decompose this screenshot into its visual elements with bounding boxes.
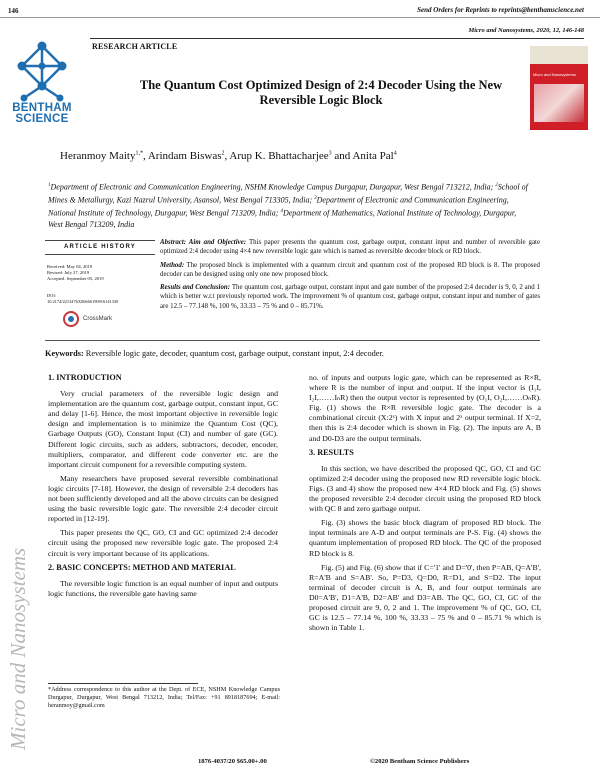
abstract-results-label: Results and Conclusion: — [160, 284, 231, 292]
abstract-method-text: The proposed block is implemented with a quantum circuit and quantum cost of the proposed RD block is 8. The proposed decoder can be designed using only one new proposed block. — [160, 261, 540, 278]
ah-rule-top — [45, 240, 155, 241]
sidebar-journal-name: Micro and Nanosystems — [6, 547, 30, 750]
publisher-logo-text — [6, 103, 78, 125]
abstract-results — [160, 283, 540, 311]
author-list: Heranmoy Maity$^{1,*}$, Arindam Biswas$^2$, Arup K. Bhattacharjee$^3$ and Anita Pal$^4$ — [60, 150, 397, 162]
author-sup: 1,* — [135, 150, 143, 157]
received-date: Received: May 04, 2019 — [47, 264, 93, 269]
article-type: RESEARCH ARTICLE — [92, 42, 178, 51]
paragraph: Many researchers have proposed several reversible combinational logic circuits [7-18]. However, the design of reversible 2:4 decoders has not been sufficiently developed and all the above circuits can be designed using the basic reversible logic gate. The reversible 2:4 decoder circuit reported in [12-19]. — [48, 473, 278, 524]
affil-sup: 3 — [314, 195, 317, 201]
paragraph: Fig. (5) and Fig. (6) show that if C='1' and D='0', then P=AB, Q=A'B', R=A'B and S=AB'. So, P=D3, Q=D0, R=D1, and S=D2. The input terminal of decoder circuit is A, B, and four output terminals are D0=A'B', D1=A'B, D2=AB' and D3=AB. The QC, GO, CI, GC of the proposed circuit are 9, 0, 2 and 1. The improvement % of QC, GO, CI, GC is 12.5 – 77.14 %, 100 %, 33.33 – 75 % and 0 – 85.71 % which is shown in Table 1. — [309, 562, 541, 633]
journal-cover[interactable] — [530, 46, 588, 130]
author-name: Anita Pal — [352, 150, 394, 162]
doi-label: DOI: — [47, 293, 57, 298]
author-name: Heranmoy Maity — [60, 150, 136, 162]
affil-sup: 4 — [280, 208, 283, 214]
section-heading: 2. BASIC CONCEPTS: METHOD AND MATERIAL — [48, 562, 236, 572]
author-sup: 3 — [328, 150, 332, 157]
affiliation: Department of Electronic and Communication Engineering, National Institute of Technology, Durgapur, West Bengal 713209, India; — [48, 195, 509, 218]
footnote-rule — [48, 683, 198, 684]
issn-line: 1876-4037/20 $65.00+.00 — [198, 758, 267, 765]
header-rule-2 — [90, 38, 584, 39]
cover-title: Micro and Nanosystems — [533, 72, 576, 77]
abstract — [160, 238, 540, 315]
cover-image — [534, 84, 584, 122]
section-heading: 1. INTRODUCTION — [48, 373, 122, 382]
paragraph: Very crucial parameters of the reversible logic design and implementation are the quantum cost, garbage output, constant input, GC and delay [1-6]. Hence, the most important objective in reversible logic design and implementation is to minimize the Quantum Cost (QC), Garbage Outputs (GO), Constant Input (CI) and number of gate (GC). Different logic circuits, such as adders, subtractors, decoder, encoder, multipliers, comparator, and different code converter etc. are the important circuit component for a reversible computing system. — [48, 389, 278, 469]
doi-link[interactable]: 10.2174/2213476X06666190916141330 — [47, 299, 119, 304]
crossmark-dot — [68, 316, 74, 322]
affiliation: School of Mines & Metallurgy, Kazi Nazrul University, Asansol, West Bengal 713305, India; — [48, 182, 528, 205]
author-sup: 2 — [221, 150, 225, 157]
author-name: Arup K. Bhattacharjee — [229, 150, 329, 162]
affiliations — [48, 180, 528, 230]
section-heading: 3. RESULTS — [309, 447, 354, 457]
cover-top-band — [530, 46, 588, 64]
reprints-notice[interactable]: Send Orders for Reprints to reprints@benthamscience.net — [417, 6, 584, 14]
keywords — [45, 349, 540, 358]
paragraph: Fig. (3) shows the basic block diagram of proposed RD block. The input terminals are A-D and output terminals are P-S. Fig. (4) shows the quantum implementation of proposed RD block. The QC of the proposed RD block is 8. — [309, 518, 541, 558]
affil-sup: 1 — [48, 183, 51, 188]
accepted-date: Accepted: September 05, 2019 — [47, 276, 104, 281]
abstract-method — [160, 261, 540, 280]
page-number: 146 — [8, 7, 19, 15]
abstract-results-text: The quantum cost, garbage output, constant input and gate number of the proposed 2:4 decoder is 9, 0, 2 and 1 which is better w.r.t previously reported work. The improvement % of quantum cost, garbage output, constant input and number of gates are 12.5 – 77.148 %, 100 %, 33.33 – 75 % and 0 – 85.71%. — [160, 284, 540, 310]
abstract-objective — [160, 238, 540, 257]
keywords-text: Reversible logic gate, decoder, quantum cost, garbage output, constant input, 2:4 decoder. — [85, 349, 384, 358]
paragraph: In this section, we have described the proposed QC, GO, CI and GC optimized 2:4 decoder using the proposed new RD reversible logic block. Figs. (3 and 4) show the proposed new 4×4 RD block and Fig. (5) shows the proposed reversible 2:4 decoder circuit using the proposed RD block with QC 8 and zero garbage output. — [309, 463, 541, 514]
journal-sidebar — [6, 450, 36, 750]
author-sup: 4 — [393, 150, 397, 157]
paragraph: The reversible logic function is an equal number of input and outputs logic functions, the reversible gate having same — [48, 578, 278, 598]
logo-line-1: BENTHAM — [12, 102, 72, 114]
journal-citation: Micro and Nanosystems, 2020, 12, 146-148 — [468, 27, 584, 34]
affiliation: Department of Electronic and Communication Engineering, NSHM Knowledge Campus Durgapur, Durgapur, West Bengal 713212, India; — [50, 182, 496, 192]
copyright-line: ©2020 Bentham Science Publishers — [370, 758, 470, 765]
article-history-box — [45, 240, 155, 335]
abstract-method-label: Method: — [160, 261, 185, 269]
header-rule — [0, 17, 600, 18]
bentham-logo-icon — [10, 40, 74, 104]
right-column — [309, 373, 541, 637]
affiliation: Department of Mathematics, National Institute of Technology, Durgapur, West Bengal 713209, India — [48, 208, 517, 229]
ah-rule-mid — [45, 254, 155, 255]
crossmark-icon[interactable] — [63, 311, 79, 327]
paragraph: This paper presents the QC, GO, CI and GC optimized 2:4 decoder circuit using the proposed new reversible logic gate. The proposed 2:4 circuit is very important because of its applications. — [48, 528, 278, 558]
abstract-objective-text: This paper presents the quantum cost, garbage output, constant input and number of reversible gate optimized 2:4 decoder using 4×4 new reversible logic gate which is named as reversible decoder block or RD block. — [160, 239, 541, 256]
keywords-label: Keywords: — [45, 349, 84, 358]
correspondence-footnote: *Address correspondence to this author at the Dept. of ECE, NSHM Knowledge Campus Durgapur, Durgapur, West Bengal 713212, India; Tel/Fax: +91 8918187694; E-mail: heranmoy@gmail.com — [48, 686, 280, 709]
affil-sup: 2 — [495, 183, 498, 188]
logo-line-2: SCIENCE — [15, 113, 69, 125]
crossmark-label[interactable]: CrossMark — [83, 316, 113, 322]
revised-date: Revised: July 27, 2019 — [47, 270, 90, 275]
left-column — [48, 369, 278, 603]
article-title: The Quantum Cost Optimized Design of 2:4 Decoder Using the New Reversible Logic Block — [139, 78, 503, 107]
abstract-rule — [45, 340, 540, 341]
abstract-objective-label: Abstract: Aim and Objective: — [160, 239, 247, 246]
author-name: Arindam Biswas — [147, 150, 222, 162]
paragraph: no. of inputs and outputs logic gate, which can be represented as R×R, where R is the number of input and output. If the input vector is (I₁I, I₂I,……IₙR) then the output vector is represented by (O₁I, O₂I,……OₙR). Fig. (1) shows the R×R reversible logic gate. The decoder is a combinational circuit (X:2ˣ) with X input and 2ˣ output terminal. If X=2, then this is 2:4 decoder which is shown in Fig. (2). The inputs are A, B and D0-D3 are the output terminals. — [309, 373, 541, 443]
article-history-heading: ARTICLE HISTORY — [63, 244, 136, 250]
